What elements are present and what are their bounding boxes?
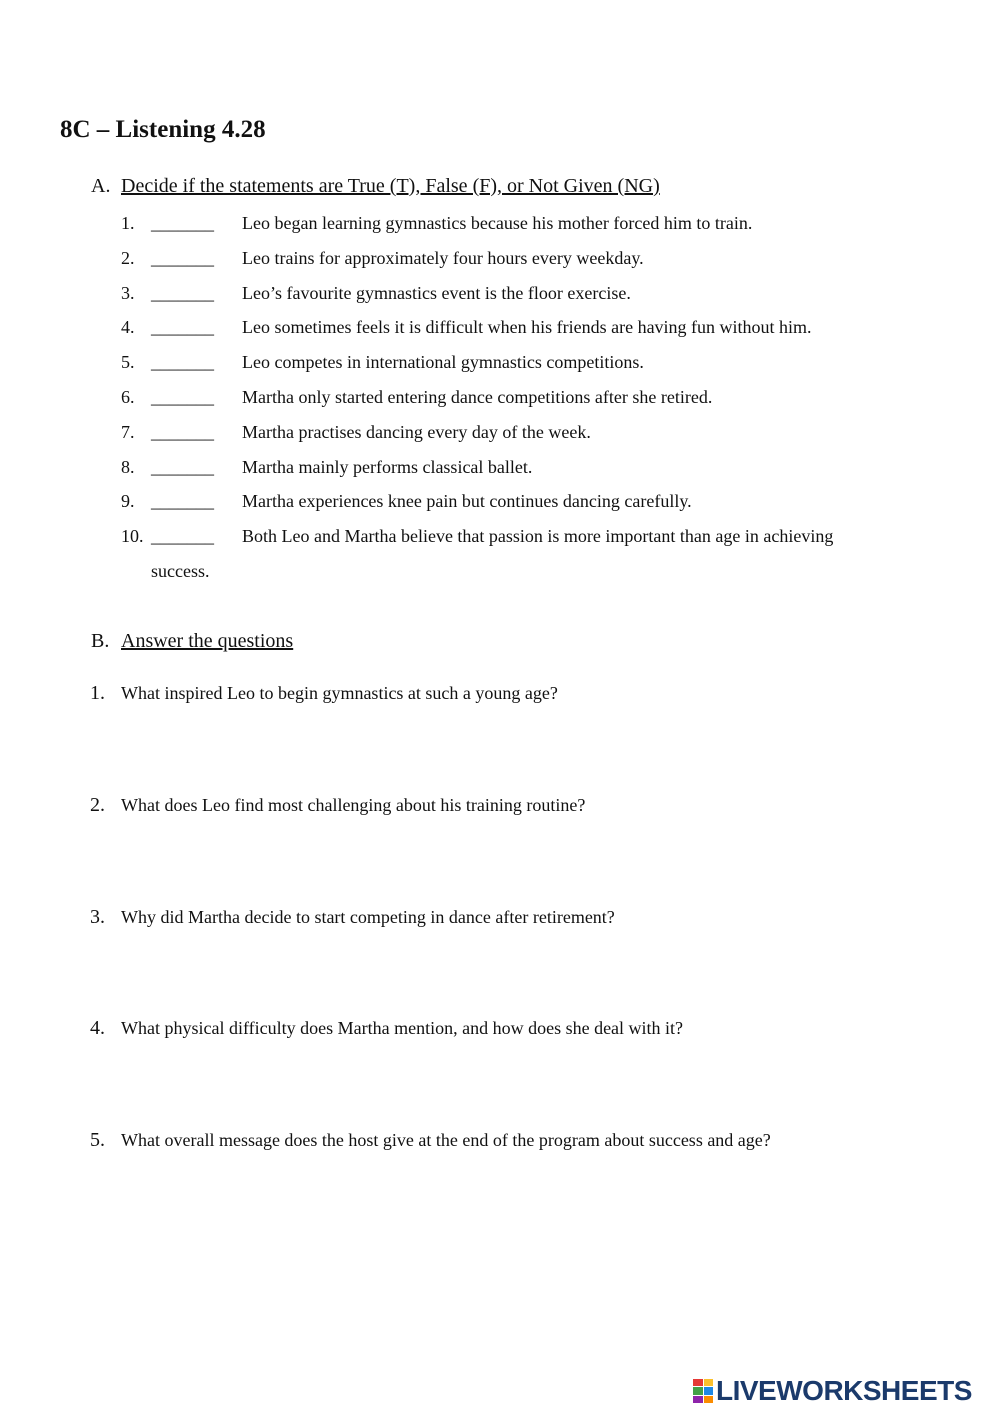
answer-blank[interactable]: _______ (151, 213, 214, 233)
logo-text: LIVEWORKSHEETS (716, 1375, 972, 1406)
question-number: 2. (90, 794, 105, 816)
page-title: 8C – Listening 4.28 (60, 116, 266, 143)
question-text: Why did Martha decide to start competing in dance after retirement? (121, 907, 615, 927)
statement-number: 5. (121, 352, 135, 372)
statement-text: Both Leo and Martha believe that passion is more important than age in achieving (242, 526, 834, 546)
question-text: What overall message does the host give at the end of the program about success and age? (121, 1130, 771, 1150)
section-b-instructions: Answer the questions (121, 630, 294, 652)
statement-number: 1. (121, 213, 135, 233)
statement-number: 2. (121, 248, 135, 268)
logo-square (693, 1387, 703, 1394)
question-number: 5. (90, 1129, 105, 1151)
question-text: What does Leo find most challenging about his training routine? (121, 795, 586, 815)
logo-square (704, 1387, 714, 1394)
question-number: 4. (90, 1017, 105, 1039)
statement-number: 7. (121, 422, 135, 442)
section-b-heading (91, 630, 293, 653)
statement-text: Leo trains for approximately four hours every weekday. (242, 248, 644, 268)
section-b-letter: B. (91, 630, 110, 652)
section-a-heading (91, 175, 660, 198)
question-item (90, 682, 558, 705)
question-number: 3. (90, 906, 105, 928)
statement-text: Martha practises dancing every day of the week. (242, 422, 591, 442)
statement-text: Martha experiences knee pain but continues dancing carefully. (242, 491, 692, 511)
logo-square (704, 1396, 714, 1403)
liveworksheets-logo (693, 1376, 972, 1406)
question-item (90, 906, 615, 929)
answer-blank[interactable]: _______ (151, 248, 214, 268)
logo-square (693, 1396, 703, 1403)
logo-square (693, 1379, 703, 1386)
question-item (90, 1017, 683, 1040)
answer-blank[interactable]: _______ (151, 317, 214, 337)
statement-number: 4. (121, 317, 135, 337)
question-number: 1. (90, 682, 105, 704)
statement-text: Martha mainly performs classical ballet. (242, 457, 533, 477)
statement-text: Leo sometimes feels it is difficult when his friends are having fun without him. (242, 317, 812, 337)
statement-number: 9. (121, 491, 135, 511)
logo-square (704, 1379, 714, 1386)
answer-blank[interactable]: _______ (151, 457, 214, 477)
statement-number: 6. (121, 387, 135, 407)
answer-blank[interactable]: _______ (151, 387, 214, 407)
answer-blank[interactable]: _______ (151, 352, 214, 372)
question-item (90, 794, 585, 817)
answer-blank[interactable]: _______ (151, 526, 214, 546)
statement-number: 8. (121, 457, 135, 477)
statement-text: Leo competes in international gymnastics competitions. (242, 352, 644, 372)
question-item (90, 1129, 771, 1152)
statement-text: Martha only started entering dance competitions after she retired. (242, 387, 713, 407)
section-a-letter: A. (91, 175, 111, 197)
answer-blank[interactable]: _______ (151, 422, 214, 442)
statement-number: 3. (121, 283, 135, 303)
answer-blank[interactable]: _______ (151, 491, 214, 511)
section-a-instructions: Decide if the statements are True (T), False (F), or Not Given (NG) (121, 175, 660, 197)
statement-text: Leo’s favourite gymnastics event is the floor exercise. (242, 283, 631, 303)
answer-blank[interactable]: _______ (151, 283, 214, 303)
statement-text: Leo began learning gymnastics because his mother forced him to train. (242, 213, 753, 233)
liveworksheets-logo-icon (693, 1379, 713, 1403)
question-text: What physical difficulty does Martha mention, and how does she deal with it? (121, 1018, 684, 1038)
statement-number: 10. (121, 526, 144, 546)
statement-continuation: success. (151, 561, 210, 581)
question-text: What inspired Leo to begin gymnastics at such a young age? (121, 683, 558, 703)
